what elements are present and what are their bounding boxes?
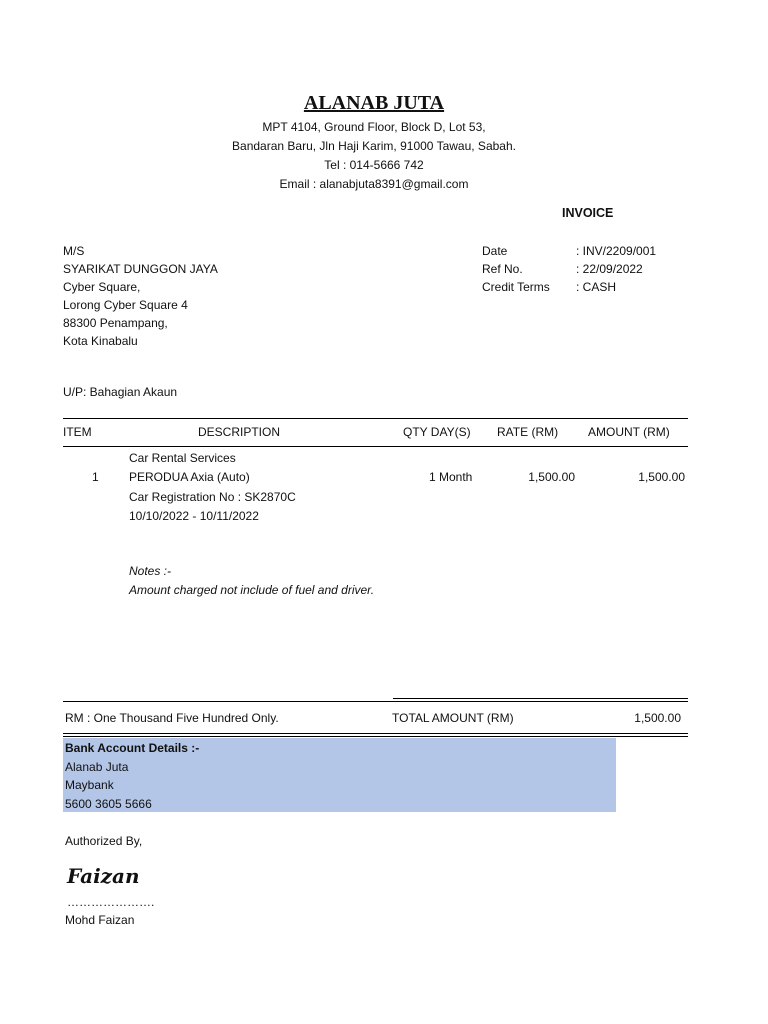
invoice-meta-values [576, 242, 656, 296]
company-address-line2: Bandaran Baru, Jln Haji Karim, 91000 Tawau, Sabah. [232, 139, 516, 153]
signatory-name: Mohd Faizan [65, 913, 135, 927]
table-top-rule [63, 418, 688, 419]
meta-ref-value: : 22/09/2022 [576, 262, 643, 276]
header-rate: RATE (RM) [497, 425, 559, 439]
customer-prefix: M/S [63, 244, 85, 258]
bank-details [65, 739, 199, 814]
row-description-line: Car Rental Services [129, 451, 236, 465]
bank-account-number: 5600 3605 5666 [65, 797, 152, 812]
header-qty: QTY DAY(S) [403, 425, 471, 439]
signature: Faizan [67, 864, 140, 888]
total-label: TOTAL AMOUNT (RM) [392, 711, 514, 725]
company-name: ALANAB JUTA [303, 92, 445, 114]
customer-address-line: 88300 Penampang, [63, 316, 168, 330]
total-top-rule-1 [393, 698, 688, 699]
invoice-meta-labels [482, 242, 550, 296]
notes-text: Amount charged not include of fuel and driver. [129, 583, 375, 597]
row-description-line: 10/10/2022 - 10/11/2022 [129, 508, 259, 523]
company-email: Email : alanabjuta8391@gmail.com [279, 177, 469, 191]
bank-details-title: Bank Account Details :- [65, 741, 200, 755]
meta-terms-value: : CASH [576, 280, 617, 294]
header-amount: AMOUNT (RM) [588, 425, 670, 439]
attention-line: U/P: Bahagian Akaun [63, 385, 178, 399]
authorized-by-label: Authorized By, [65, 834, 143, 848]
meta-ref-label: Ref No. [482, 262, 523, 276]
row-description-line: PERODUA Axia (Auto) [129, 470, 250, 485]
customer-address-line: Cyber Square, [63, 280, 141, 294]
signature-dots: …………………. [67, 895, 155, 909]
table-header-rule [63, 446, 688, 447]
company-tel: Tel : 014-5666 742 [324, 158, 424, 172]
row-description-line: Car Registration No : SK2870C [129, 489, 296, 504]
row-description [129, 449, 296, 526]
header-item: ITEM [63, 425, 92, 439]
total-top-rule-2 [63, 701, 688, 702]
header-description: DESCRIPTION [198, 425, 281, 439]
row-amount: 1,500.00 [638, 470, 685, 484]
meta-date-value: : INV/2209/001 [576, 244, 657, 258]
bank-account-name: Alanab Juta [65, 759, 129, 774]
amount-in-words: RM : One Thousand Five Hundred Only. [65, 711, 279, 725]
meta-terms-label: Credit Terms [482, 280, 550, 294]
row-item: 1 [92, 470, 99, 484]
document-title: INVOICE [562, 206, 614, 220]
customer-address-line: Lorong Cyber Square 4 [63, 298, 188, 312]
row-qty: 1 Month [429, 470, 473, 484]
meta-date-label: Date [482, 244, 508, 258]
total-bottom-rule-1 [63, 733, 688, 734]
total-bottom-rule-2 [63, 736, 688, 737]
customer-address-line: Kota Kinabalu [63, 334, 138, 348]
notes-title: Notes :- [129, 564, 172, 578]
row-rate: 1,500.00 [528, 470, 575, 484]
customer-block [63, 242, 218, 350]
company-address-line1: MPT 4104, Ground Floor, Block D, Lot 53, [262, 120, 486, 134]
customer-name: SYARIKAT DUNGGON JAYA [63, 262, 218, 276]
total-value: 1,500.00 [634, 711, 681, 725]
bank-name: Maybank [65, 778, 114, 793]
